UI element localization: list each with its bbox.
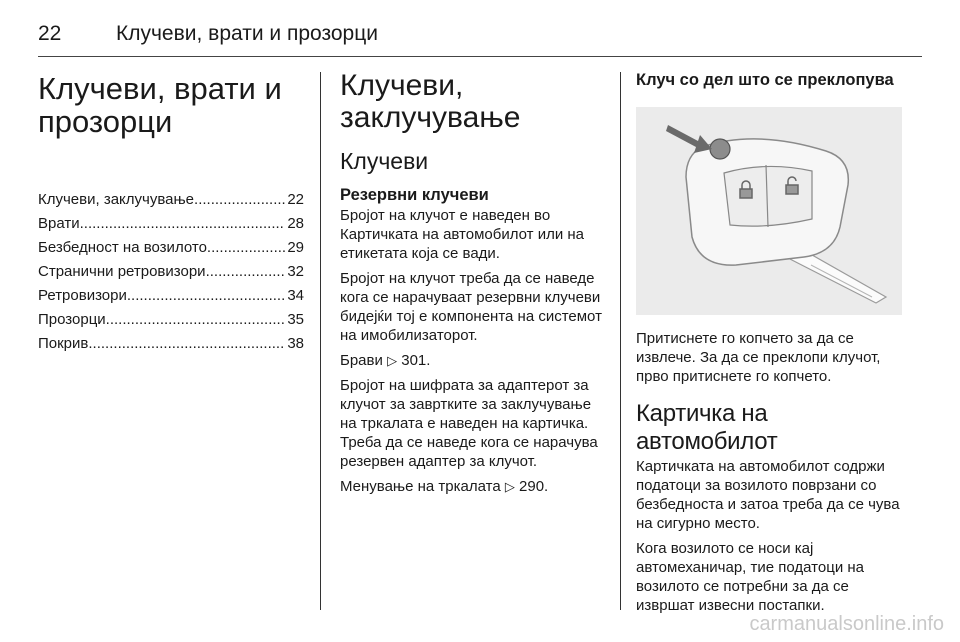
folding-key-column	[636, 70, 902, 612]
spare-keys-heading: Резервни клучеви	[340, 186, 489, 204]
subsection-title: Клучеви	[340, 148, 429, 174]
vehicle-card-heading: Картичка на автомобилот	[636, 400, 778, 455]
page-header	[38, 14, 378, 54]
page-reference[interactable]: 301.	[401, 352, 431, 369]
page-number: 22	[38, 22, 62, 45]
toc-label: Прозорци	[38, 311, 106, 328]
chapter-title: Клучеви, врати и прозорци	[38, 71, 282, 139]
toc-item[interactable]	[38, 212, 304, 236]
folding-key-illustration	[636, 107, 902, 315]
section-title: Клучеви, заклучување	[340, 69, 521, 134]
toc-label: Клучеви, заклучување	[38, 191, 195, 208]
toc-label: Покрив	[38, 335, 89, 352]
toc-page: 38	[287, 335, 304, 352]
toc-label: Странични ретровизори	[38, 263, 206, 280]
paragraph: Картичката на автомобилот содржи податоци за возилото поврзани со безбедноста и затоа треба да се чува на сигурно место.	[636, 458, 900, 532]
toc-page: 22	[287, 191, 304, 208]
toc-item[interactable]	[38, 236, 304, 260]
paragraph: Бројот на шифрата за адаптерот за клучот за завртките за заклучување на тркалата е наведен на картичка. Треба да се наведе кога се нарачува резервен адаптер за клучот.	[340, 377, 598, 470]
table-of-contents	[38, 188, 304, 356]
toc-label: Ретровизори	[38, 287, 127, 304]
toc-page: 34	[287, 287, 304, 304]
paragraph: Бројот на клучот треба да се наведе кога се нарачуваат резервни клучеви бидејќи тој е компонента на системот на имобилизаторот.	[340, 270, 602, 344]
paragraph: Бројот на клучот е наведен во Картичката на автомобилот или на етикетата која се вади.	[340, 207, 584, 262]
page-reference[interactable]: 290.	[519, 478, 549, 495]
toc-column	[38, 70, 304, 612]
toc-item[interactable]	[38, 260, 304, 284]
toc-label: Врати	[38, 215, 80, 232]
paragraph: Брави ▷ 301.	[340, 352, 431, 369]
toc-item[interactable]	[38, 332, 304, 356]
toc-page: 32	[287, 263, 304, 280]
triangle-xref-icon: ▷	[504, 479, 515, 494]
watermark: carmanualsonline.info	[749, 613, 944, 635]
toc-item[interactable]	[38, 284, 304, 308]
toc-page: 35	[287, 311, 304, 328]
keys-column	[340, 70, 606, 612]
toc-item[interactable]	[38, 188, 304, 212]
toc-label: Безбедност на возилото	[38, 239, 207, 256]
header-rule	[38, 56, 922, 57]
paragraph: Кога возилото се носи кај автомеханичар, тие податоци на возилото се потребни за да се извршат извесни постапки.	[636, 540, 864, 614]
column-divider	[620, 72, 621, 610]
toc-page: 28	[287, 215, 304, 232]
toc-page: 29	[287, 239, 304, 256]
paragraph: Менување на тркалата ▷ 290.	[340, 478, 549, 495]
image-caption: Притиснете го копчето за да се извлече. За да се преклопи клучот, прво притиснете го копчето.	[636, 330, 881, 385]
folding-key-heading: Клуч со дел што се преклопува	[636, 71, 894, 89]
triangle-xref-icon: ▷	[387, 353, 398, 368]
toc-item[interactable]	[38, 308, 304, 332]
column-divider	[320, 72, 321, 610]
running-title: Клучеви, врати и прозорци	[116, 22, 378, 45]
